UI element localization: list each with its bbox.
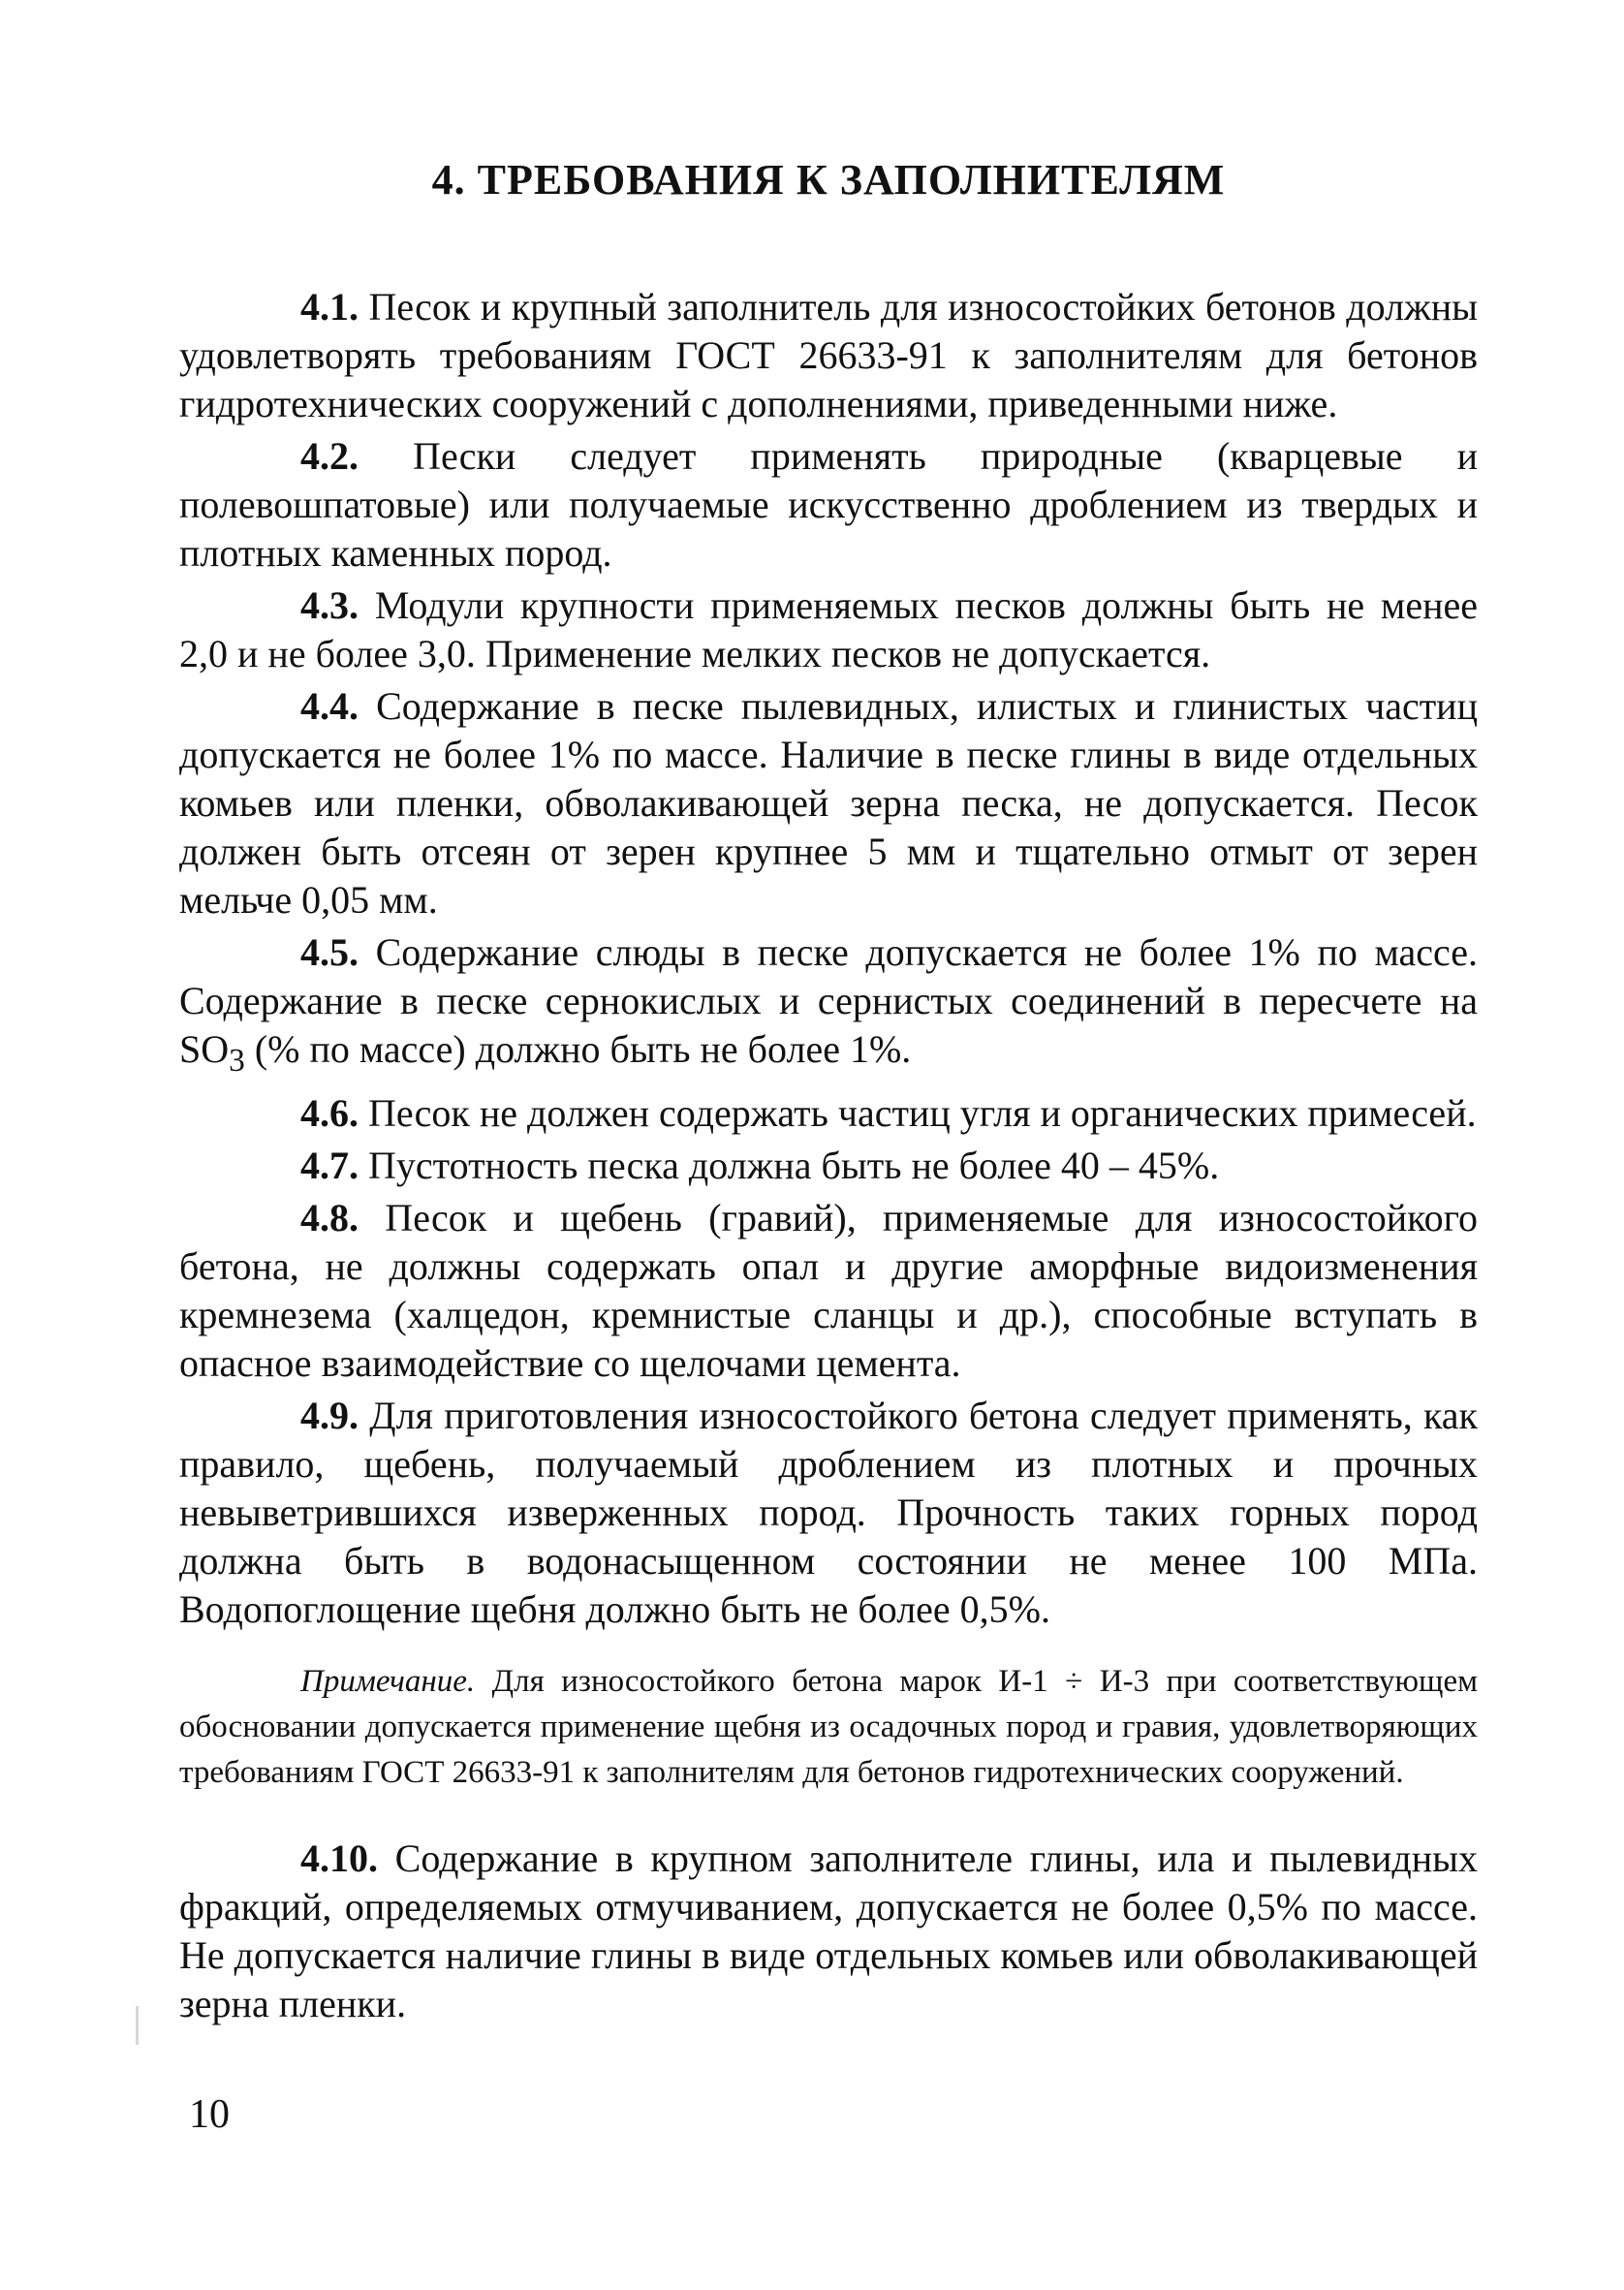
paragraph-4-10 [179,1835,1478,2028]
paragraph-number: 4.8. [300,1196,359,1239]
section-body [179,283,1478,2032]
paragraph-text: Содержание в крупном заполнителе глины, ила и пылевидных фракций, определяемых отмучиванием, допускается не более 0,5% по массе. Не допускается наличие глины в виде отдельных комьев или обволакивающей зерна пленки. [179,1836,1478,2025]
paragraph-number: 4.2. [300,434,359,478]
note-label: Примечание. [300,1664,476,1699]
paragraph-4-2 [179,432,1478,578]
paragraph-text: Для приготовления износостойкого бетона следует применять, как правило, щебень, получаемый дроблением из плотных и прочных невыветрившихся изверженных пород. Прочность таких горных пород должна быть в водонасыщенном состоянии не менее 100 МПа. Водопоглощение щебня должно быть не более 0,5%. [179,1394,1478,1631]
section-title: 4. ТРЕБОВАНИЯ К ЗАПОЛНИТЕЛЯМ [431,156,1226,204]
scan-edge-mark [136,2006,139,2045]
paragraph-number: 4.10. [300,1836,378,1880]
paragraph-number: 4.6. [300,1091,359,1135]
paragraph-number: 4.7. [300,1144,359,1187]
page-number: 10 [189,2092,230,2137]
paragraph-number: 4.5. [300,930,359,974]
paragraph-4-5 [179,928,1478,1085]
paragraph-number: 4.9. [300,1394,359,1437]
paragraph-text: Пустотность песка должна быть не более 40 – 45%. [359,1144,1220,1187]
paragraph-text: Модули крупности применяемых песков должны быть не менее 2,0 и не более 3,0. Применение мелких песков не допускается. [179,583,1478,675]
paragraph-4-6 [179,1089,1478,1138]
paragraph-4-3 [179,581,1478,678]
paragraph-text: Песок и крупный заполнитель для износостойких бетонов должны удовлетворять требованиям ГОСТ 26633-91 к заполнителям для бетонов гидротехнических сооружений с дополнениями, приведенными ниже. [179,285,1478,425]
paragraph-4-9 [179,1392,1478,1634]
paragraph-4-8 [179,1194,1478,1388]
paragraph-text: Содержание в песке пылевидных, илистых и глинистых частиц допускается не более 1% по массе. Наличие в песке глины в виде отдельных комьев или пленки, обволакивающей зерна песка, не допускается. Песок должен быть отсеян от зерен крупнее 5 мм и тщательно отмыт от зерен мельче 0,05 мм. [179,684,1478,922]
subscript-3: 3 [229,1043,245,1079]
paragraph-text: Содержание слюды в песке допускается не более 1% по массе. Содержание в песке сернокислых и сернистых соединений в пересчете на SO [179,930,1478,1071]
paragraph-number: 4.1. [300,285,359,329]
paragraph-number: 4.3. [300,583,359,627]
paragraph-text-continued: (% по массе) должно быть не более 1%. [244,1027,912,1071]
paragraph-4-1 [179,283,1478,428]
paragraph-text: Песок и щебень (гравий), применяемые для износостойкого бетона, не должны содержать опал и другие аморфные видоизменения кремнезема (халцедон, кремнистые сланцы и др.), способные вступать в опасное взаимодействие со щелочами цемента. [179,1196,1478,1385]
paragraph-4-4 [179,682,1478,925]
paragraph-4-7 [179,1142,1478,1190]
note-text: Для износостойкого бетона марок И-1 ÷ И-3 при соответствующем обосновании допускается применение щебня из осадочных пород и гравия, удовлетворяющих требованиям ГОСТ 26633-91 к заполнителям для бетонов гидротехнических сооружений. [179,1664,1478,1790]
note-paragraph [179,1659,1478,1796]
paragraph-text: Пески следует применять природные (кварцевые и полевошпатовые) или получаемые искусственно дроблением из твердых и плотных каменных пород. [179,434,1478,575]
paragraph-number: 4.4. [300,684,359,728]
paragraph-text: Песок не должен содержать частиц угля и органических примесей. [359,1091,1477,1135]
